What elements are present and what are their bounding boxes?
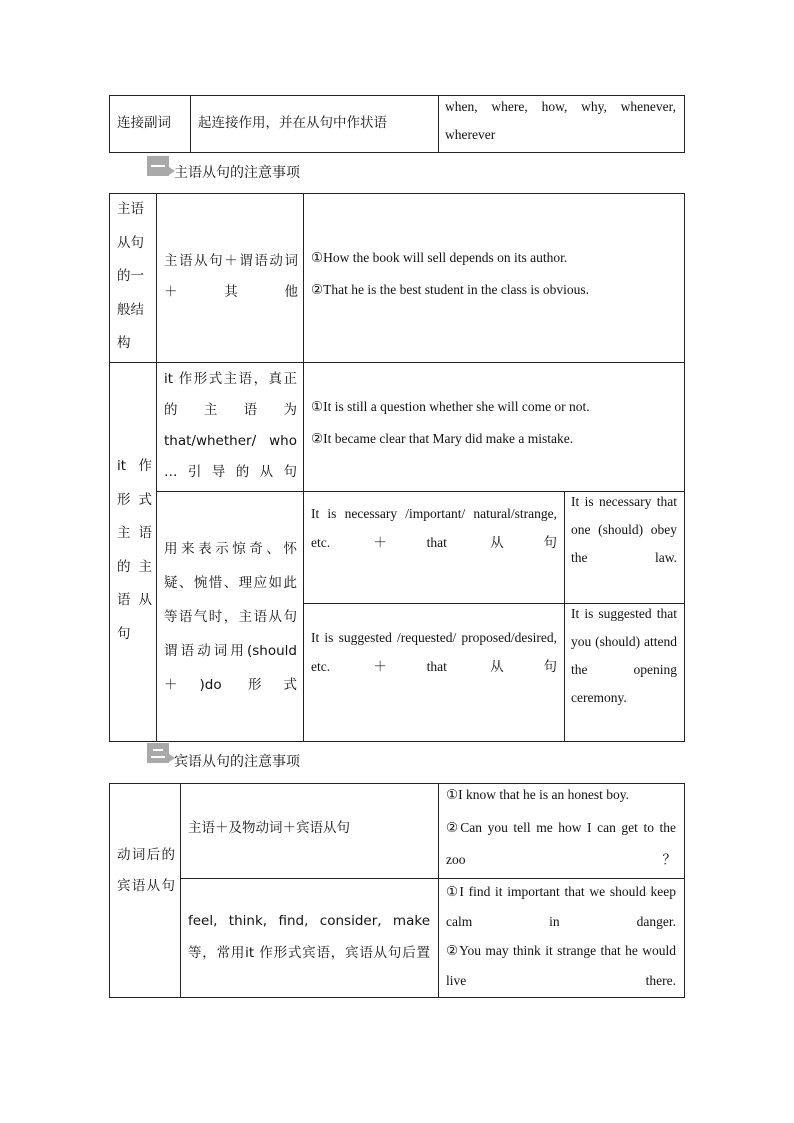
object-row2-structure: feel, think, find, consider, make 等，常用it 作形式宾语，宾语从句后置 (188, 913, 430, 961)
sub1-structure: it 作形式主语，真正的主语为that/whether/ who …引导的从句 (164, 371, 297, 480)
sub2-example-2: It is suggested that you (should) attend the opening ceremony. (571, 606, 677, 705)
object-row1-structure: 主语＋及物动词＋宾语从句 (188, 820, 350, 836)
sub1-example-1: ①It is still a question whether she will come or not. (311, 399, 590, 414)
object-row1-example-2: ②Can you tell me how I can get to the zoo？ (446, 820, 676, 867)
object-row1-example-1: ①I know that he is an honest boy. (446, 787, 629, 802)
object-row2-example-1: ①I find it important that we should keep calm in danger. (446, 884, 676, 929)
sub2-structure: 用来表示惊奇、怀疑、惋惜、理应如此等语气时，主语从句谓语动词用(should ＋)do 形式 (164, 541, 297, 693)
row1-structure: 主语从句＋谓语动词＋其他 (164, 253, 298, 300)
object-row2-example-2: ②You may think it strange that he would live there. (446, 943, 676, 988)
sub1-example-2: ②It became clear that Mary did make a mistake. (311, 431, 574, 446)
table1-label: 连接副词 (117, 115, 171, 131)
sub2-example-1: It is necessary that one (should) obey the law. (571, 494, 677, 565)
row-label-it-formal-subject: it 作形式主语的主语从句 (117, 458, 152, 642)
table1-words: when, where, how, why, whenever, wherever (445, 99, 676, 142)
row1-example-1: ①How the book will sell depends on its author. (311, 250, 568, 265)
row-label-general-structure: 主语从句的一般结构 (117, 201, 144, 352)
section-title: 主语从句的注意事项 (174, 165, 300, 181)
section-title: 宾语从句的注意事项 (174, 754, 300, 770)
sub2-pattern-2: It is suggested /requested/ proposed/desired, etc. ＋that 从句 (311, 630, 557, 674)
row-label-object-clause: 动词后的宾语从句 (117, 847, 175, 894)
table1-function: 起连接作用，并在从句中作状语 (198, 115, 387, 131)
sub2-pattern-1: It is necessary /important/ natural/strange, etc. ＋that 从句 (311, 506, 557, 550)
row1-example-2: ②That he is the best student in the class is obvious. (311, 282, 589, 297)
